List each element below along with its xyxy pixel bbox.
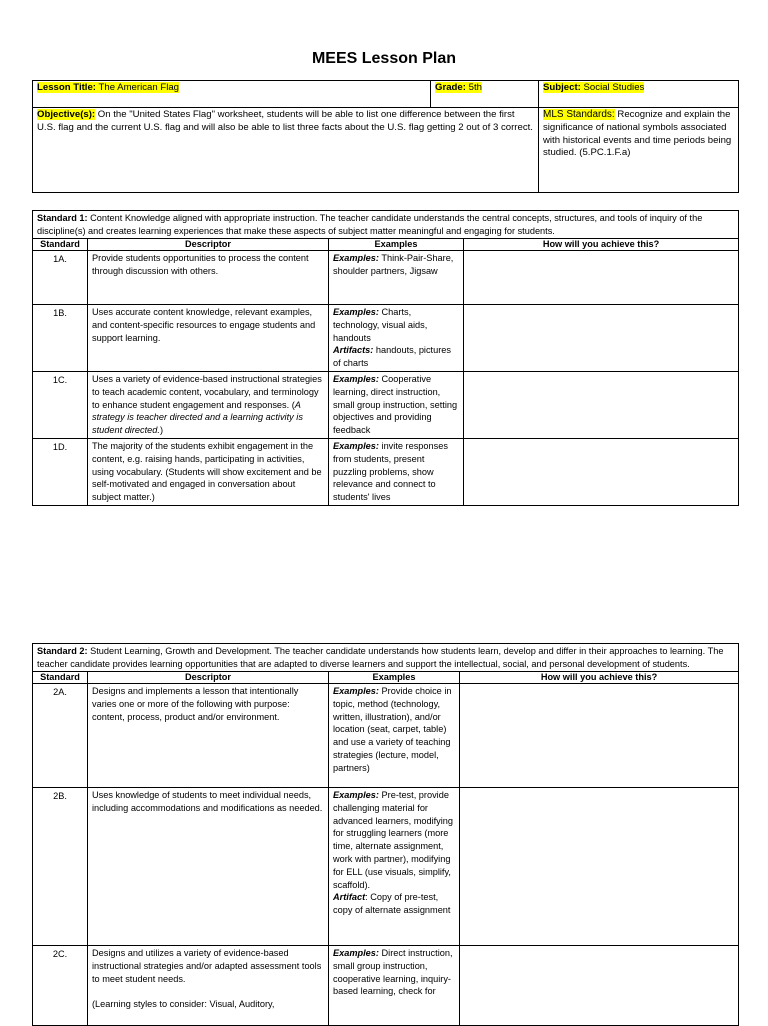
col-standard: Standard: [33, 672, 88, 684]
examples-label: Examples:: [333, 253, 379, 263]
standard-2-intro: [33, 644, 739, 672]
examples-text: Direct instruction, small group instruction, cooperative learning, inquiry-based learning, check for: [333, 948, 453, 997]
achieve-input-cell[interactable]: [460, 684, 739, 788]
artifacts-label: Artifact: [333, 892, 366, 903]
col-achieve: How will you achieve this?: [464, 239, 739, 251]
table-row: [33, 788, 739, 946]
objective-label: Objective(s):: [37, 109, 96, 120]
examples-cell: [329, 684, 460, 788]
standard-number: 2A.: [33, 684, 88, 788]
standard-number: 1C.: [33, 371, 88, 438]
lesson-header-table: [32, 80, 739, 193]
objective-text: On the "United States Flag" worksheet, students will be able to list one difference between the first U.S. flag and the current U.S. flag and will also be able to list three facts about the U.S. flag getting 2 out of 3 correct.: [37, 109, 533, 133]
achieve-input-cell[interactable]: [464, 438, 739, 505]
standard-number: 1D.: [33, 438, 88, 505]
descriptor-cell: The majority of the students exhibit engagement in the content, e.g. raising hands, participating in activities, using vocabulary. (Students will show excitement and be self-motivated and engaged in conversation about subject matter.): [88, 438, 329, 505]
standard-number: 2B.: [33, 788, 88, 946]
examples-cell: [329, 438, 464, 505]
grade-label: Grade:: [435, 82, 466, 93]
table-row: [33, 438, 739, 505]
examples-cell: [329, 946, 460, 1026]
examples-text: Cooperative learning, direct instruction, small group instruction, setting objectives and providing feedback: [333, 373, 458, 436]
page-title: MEES Lesson Plan: [311, 50, 457, 67]
mls-standards-label: MLS Standards:: [543, 109, 615, 120]
examples-cell: [329, 305, 464, 372]
examples-label: Examples:: [333, 948, 379, 958]
standard-1-table: [32, 210, 739, 506]
col-examples: Examples: [329, 672, 460, 684]
artifacts-label: Artifacts:: [333, 345, 374, 356]
examples-text: Pre-test, provide challenging material for advanced learners, modifying for struggling learners (more time, alternate assignment, work with partner), modifying for ELL (use visuals, simplify, scaffold).: [333, 790, 454, 890]
achieve-input-cell[interactable]: [464, 371, 739, 438]
col-descriptor: Descriptor: [88, 239, 329, 251]
artifacts-text: : Copy of pre-test, copy of alternate assignment: [333, 892, 451, 916]
standard-1-label: Standard 1:: [37, 213, 88, 223]
examples-label: Examples:: [333, 307, 379, 317]
objective-cell: [33, 108, 539, 193]
descriptor-extra-text: (Learning styles to consider: Visual, Auditory,: [92, 999, 275, 1010]
examples-cell: [329, 251, 464, 305]
grade-cell: [431, 81, 539, 108]
examples-text: invite responses from students, present puzzling problems, show relevance and connect to students' lives: [333, 440, 448, 503]
examples-cell: [329, 371, 464, 438]
descriptor-cell: [88, 946, 329, 1026]
table-row: [33, 684, 739, 788]
examples-label: Examples:: [333, 790, 379, 800]
standard-1-intro: [33, 211, 739, 239]
examples-text: Charts, technology, visual aids, handouts: [333, 307, 428, 343]
lesson-title-value: The American Flag: [98, 82, 180, 93]
descriptor-italic-text: A strategy is teacher directed and a learning activity is student directed.: [92, 399, 303, 436]
table-row: [33, 946, 739, 1026]
grade-value: 5th: [468, 82, 482, 93]
examples-text: Think-Pair-Share, shoulder partners, Jigsaw: [333, 253, 454, 276]
lesson-title-cell: [33, 81, 431, 108]
examples-label: Examples:: [333, 440, 379, 451]
col-standard: Standard: [33, 239, 88, 251]
standard-1-text: Content Knowledge aligned with appropriate instruction. The teacher candidate understands the central concepts, structures, and tools of inquiry of the discipline(s) and creates learning experiences that make these aspects of subject matter meaningful and engaging for students.: [37, 213, 703, 236]
mls-standards-cell: [539, 108, 739, 193]
standard-number: 1B.: [33, 305, 88, 372]
table-row: [33, 251, 739, 305]
descriptor-cell: [88, 371, 329, 438]
descriptor-cell: Uses knowledge of students to meet individual needs, including accommodations and modifications as needed.: [88, 788, 329, 946]
col-achieve: How will you achieve this?: [460, 672, 739, 684]
mls-standards-text: Recognize and explain the significance of national symbols associated with historical events and time periods being studied. (5.PC.1.F.a): [543, 109, 732, 159]
achieve-input-cell[interactable]: [464, 251, 739, 305]
lesson-title-label: Lesson Title:: [37, 82, 96, 93]
subject-value: Social Studies: [583, 82, 645, 93]
standard-2-text: Student Learning, Growth and Development. The teacher candidate understands how students learn, develop and differ in their approaches to learning. The teacher candidate provides learning opportunities that are adapted to diverse learners and support the intellectual, social, and personal development of students.: [37, 646, 724, 669]
col-descriptor: Descriptor: [88, 672, 329, 684]
subject-cell: [539, 81, 739, 108]
descriptor-cell: Designs and implements a lesson that intentionally varies one or more of the following with purpose: content, process, product and/or environment.: [88, 684, 329, 788]
achieve-input-cell[interactable]: [460, 788, 739, 946]
standard-number: 2C.: [33, 946, 88, 1026]
descriptor-text: Designs and utilizes a variety of evidence-based instructional strategies and/or adapted assessment tools to meet student needs.: [92, 948, 322, 984]
col-examples: Examples: [329, 239, 464, 251]
descriptor-cell: Uses accurate content knowledge, relevant examples, and content-specific resources to engage students and support learning.: [88, 305, 329, 372]
standard-number: 1A.: [33, 251, 88, 305]
examples-label: Examples:: [333, 373, 379, 384]
standard-2-table: [32, 643, 739, 1026]
artifacts-text: handouts, pictures of charts: [333, 345, 451, 369]
standard-2-label: Standard 2:: [37, 646, 88, 656]
table-row: [33, 371, 739, 438]
achieve-input-cell[interactable]: [464, 305, 739, 372]
descriptor-end-text: ): [159, 425, 163, 436]
descriptor-text: Uses a variety of evidence-based instructional strategies to teach academic content, vocabulary, and terminology to enhance student engagement and responses. (: [92, 373, 322, 410]
examples-label: Examples:: [333, 686, 379, 696]
subject-label: Subject:: [543, 82, 581, 93]
descriptor-cell: Provide students opportunities to process the content through discussion with others.: [88, 251, 329, 305]
examples-cell: [329, 788, 460, 946]
examples-text: Provide choice in topic, method (technology, written, illustration), and/or location (seat, carpet, table) and use a variety of teaching strategies (lecture, model, partners): [333, 686, 452, 773]
table-row: [33, 305, 739, 372]
achieve-input-cell[interactable]: [460, 946, 739, 1026]
